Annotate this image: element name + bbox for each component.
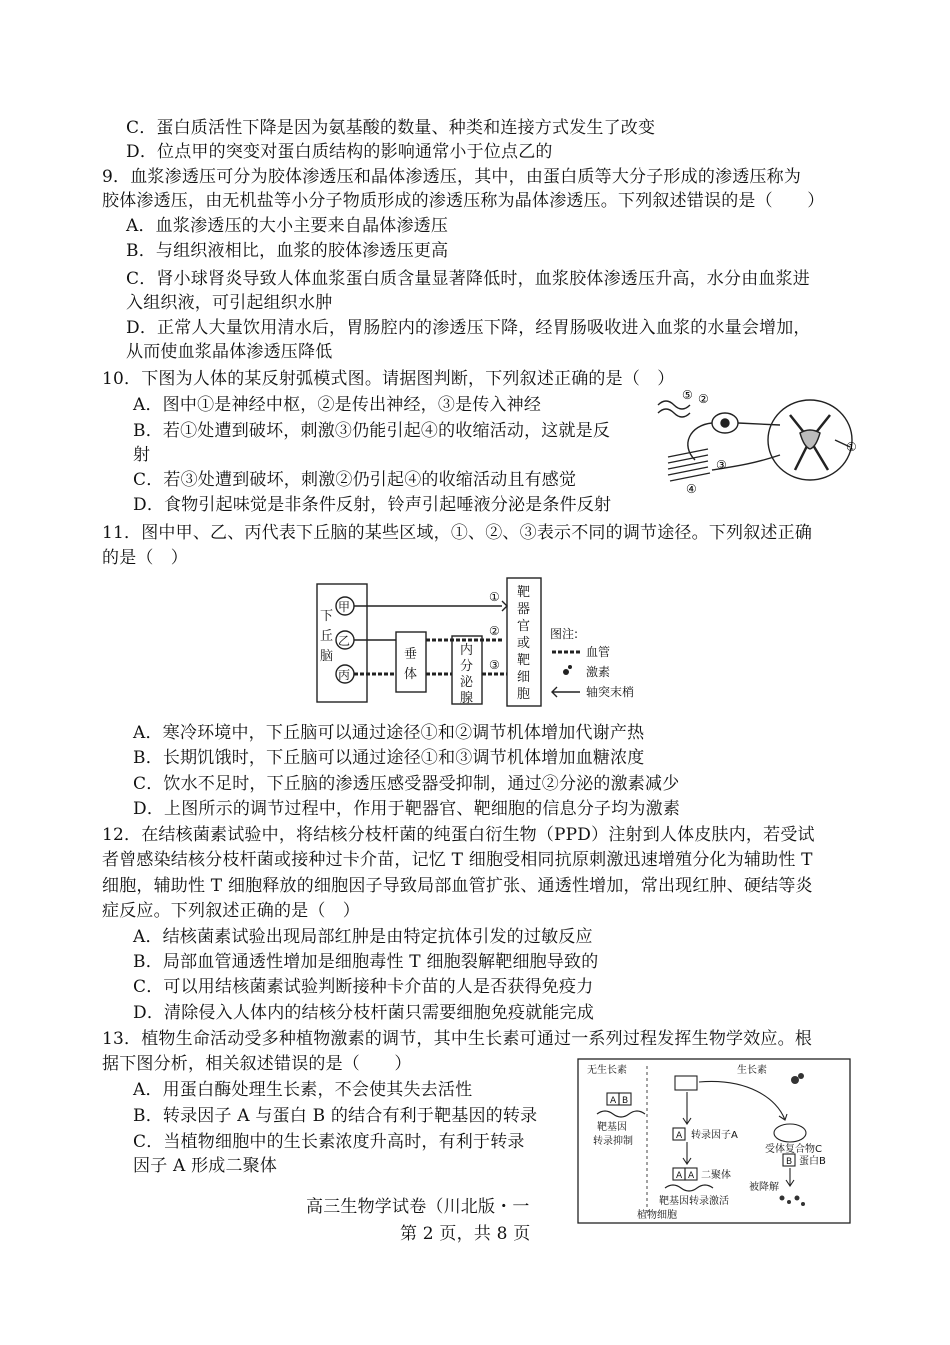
path-3-label: ③ — [489, 658, 500, 672]
fig-label-4: ④ — [686, 482, 697, 496]
endocrine-char-2: 分 — [460, 659, 474, 674]
q10-stem: 10．下图为人体的某反射弧模式图。请据图判断，下列叙述正确的是（ ） — [102, 369, 675, 389]
legend-axon: 轴突末梢 — [586, 685, 635, 699]
q11-option-c: C．饮水不足时，下丘脑的渗透压感受器受抑制，通过②分泌的激素减少 — [133, 774, 680, 794]
box-b-2: B — [786, 1157, 793, 1167]
target-char-6: 细 — [517, 670, 531, 685]
q13-option-b: B．转录因子 A 与蛋白 B 的结合有利于靶基因的转录 — [133, 1106, 538, 1126]
region-yi: 乙 — [338, 634, 351, 648]
q12-option-d: D．清除侵入人体内的结核分枝杆菌只需要细胞免疫就能完成 — [133, 1003, 595, 1023]
legend-vessel: 血管 — [586, 645, 611, 659]
label-no-auxin: 无生长素 — [587, 1065, 627, 1076]
q10-option-b-line1: B．若①处遭到破坏，刺激③仍能引起④的收缩活动，这就是反 — [133, 421, 611, 441]
box-a-4: A — [688, 1171, 695, 1181]
label-plant-cell: 植物细胞 — [637, 1210, 677, 1221]
label-activate: 靶基因转录激活 — [659, 1196, 729, 1207]
reflex-arc-figure — [650, 385, 865, 500]
hypothalamus-char-3: 脑 — [320, 649, 334, 664]
label-repress: 转录抑制 — [593, 1136, 633, 1147]
box-a-2: A — [676, 1131, 683, 1141]
pituitary-char-2: 体 — [404, 667, 418, 682]
q9-stem-line1: 9．血浆渗透压可分为胶体渗透压和晶体渗透压，其中，由蛋白质等大分子形成的渗透压称为 — [102, 167, 802, 187]
label-protein-b: 蛋白B — [799, 1156, 826, 1167]
target-char-5: 靶 — [517, 653, 531, 668]
q13-option-a: A．用蛋白酶处理生长素，不会使其失去活性 — [133, 1080, 473, 1100]
auxin-signaling-figure — [577, 1058, 851, 1224]
q9-option-d-line1: D．正常人大量饮用清水后，胃肠腔内的渗透压下降，经胃肠吸收进入血浆的水量会增加， — [126, 318, 811, 338]
q9-option-b: B．与组织液相比，血浆的胶体渗透压更高 — [126, 241, 449, 261]
q9-option-c-line1: C．肾小球肾炎导致人体血浆蛋白质含量显著降低时，血浆胶体渗透压升高，水分由血浆进 — [126, 269, 811, 289]
target-char-3: 官 — [517, 619, 531, 634]
footer-page-number: 第 2 页，共 8 页 — [400, 1224, 531, 1244]
q12-stem-line4: 症反应。下列叙述正确的是（ ） — [102, 901, 360, 921]
q13-option-c-line1: C．当植物细胞中的生长素浓度升高时，有利于转录 — [133, 1132, 525, 1152]
pituitary-char-1: 垂 — [404, 647, 418, 662]
q10-option-a: A．图中①是神经中枢，②是传出神经，③是传入神经 — [133, 395, 542, 415]
q12-stem-line2: 者曾感染结核分枝杆菌或接种过卡介苗，记忆 T 细胞受相同抗原刺激迅速增殖分化为辅助性 T — [102, 850, 813, 870]
target-char-1: 靶 — [517, 585, 531, 600]
legend-hormone: 激素 — [586, 665, 611, 679]
box-a-1: A — [610, 1096, 617, 1106]
target-char-7: 胞 — [517, 687, 531, 702]
q9-option-d-line2: 从而使血浆晶体渗透压降低 — [126, 342, 333, 362]
box-b-1: B — [622, 1096, 629, 1106]
q12-stem-line1: 12．在结核菌素试验中，将结核分枝杆菌的纯蛋白衍生物（PPD）注射到人体皮肤内，若受试 — [102, 825, 815, 845]
q11-stem-line2: 的是（ ） — [102, 548, 188, 568]
box-a-3: A — [676, 1171, 683, 1181]
q11-option-a: A．寒冷环境中，下丘脑可以通过途径①和②调节机体增加代谢产热 — [133, 723, 645, 743]
label-receptor: 受体复合物C — [765, 1144, 822, 1155]
q8-option-c: C．蛋白质活性下降是因为氨基酸的数量、种类和连接方式发生了改变 — [126, 118, 656, 138]
legend-title: 图注: — [550, 627, 579, 641]
q12-option-c: C．可以用结核菌素试验判断接种卡介苗的人是否获得免疫力 — [133, 977, 594, 997]
q13-stem-line1: 13．植物生命活动受多种植物激素的调节，其中生长素可通过一系列过程发挥生物学效应。根 — [102, 1029, 813, 1049]
fig-label-1: ① — [846, 440, 857, 454]
q12-stem-line3: 细胞，辅助性 T 细胞释放的细胞因子导致局部血管扩张、通透性增加，常出现红肿、硬结等炎 — [102, 876, 813, 896]
q13-option-c-line2: 因子 A 形成二聚体 — [133, 1156, 278, 1176]
fig-label-3: ③ — [716, 458, 727, 472]
q10-option-d: D．食物引起味觉是非条件反射，铃声引起唾液分泌是条件反射 — [133, 495, 612, 515]
path-1-label: ① — [489, 590, 500, 604]
q9-option-a: A．血浆渗透压的大小主要来自晶体渗透压 — [126, 216, 449, 236]
q12-option-b: B．局部血管通透性增加是细胞毒性 T 细胞裂解靶细胞导致的 — [133, 952, 599, 972]
q10-option-b-line2: 射 — [133, 445, 151, 465]
region-jia: 甲 — [338, 600, 351, 614]
endocrine-char-3: 泌 — [460, 675, 474, 690]
label-tf-a: 转录因子A — [691, 1130, 738, 1141]
label-dimer: 二聚体 — [701, 1170, 731, 1181]
footer-title: 高三生物学试卷（川北版・一 — [306, 1197, 530, 1217]
label-target-gene: 靶基因 — [597, 1122, 627, 1133]
fig-label-5: ⑤ — [682, 388, 693, 402]
q13-stem-line2: 据下图分析，相关叙述错误的是（ ） — [102, 1054, 412, 1074]
path-2-label: ② — [489, 624, 500, 638]
hypothalamus-char-2: 丘 — [320, 629, 334, 644]
target-char-2: 器 — [517, 602, 531, 617]
region-bing: 丙 — [338, 668, 351, 682]
target-char-4: 或 — [517, 636, 531, 651]
label-degraded: 被降解 — [749, 1182, 779, 1193]
q9-option-c-line2: 入组织液，可引起组织水肿 — [126, 293, 333, 313]
label-auxin: 生长素 — [737, 1065, 767, 1076]
q12-option-a: A．结核菌素试验出现局部红肿是由特定抗体引发的过敏反应 — [133, 927, 593, 947]
q9-stem-line2: 胶体渗透压，由无机盐等小分子物质形成的渗透压称为晶体渗透压。下列叙述错误的是（ ） — [102, 191, 825, 211]
q11-option-d: D．上图所示的调节过程中，作用于靶器官、靶细胞的信息分子均为激素 — [133, 799, 681, 819]
hypothalamus-char-1: 下 — [320, 609, 334, 624]
endocrine-char-4: 腺 — [460, 691, 474, 706]
q10-option-c: C．若③处遭到破坏，刺激②仍引起④的收缩活动且有感觉 — [133, 470, 577, 490]
q8-option-d: D．位点甲的突变对蛋白质结构的影响通常小于位点乙的 — [126, 142, 553, 162]
q11-option-b: B．长期饥饿时，下丘脑可以通过途径①和③调节机体增加血糖浓度 — [133, 748, 645, 768]
endocrine-char-1: 内 — [460, 643, 474, 658]
q11-stem-line1: 11．图中甲、乙、丙代表下丘脑的某些区域，①、②、③表示不同的调节途径。下列叙述正确 — [102, 523, 813, 543]
hypothalamus-pathway-figure — [312, 574, 652, 714]
fig-label-2: ② — [698, 392, 709, 406]
